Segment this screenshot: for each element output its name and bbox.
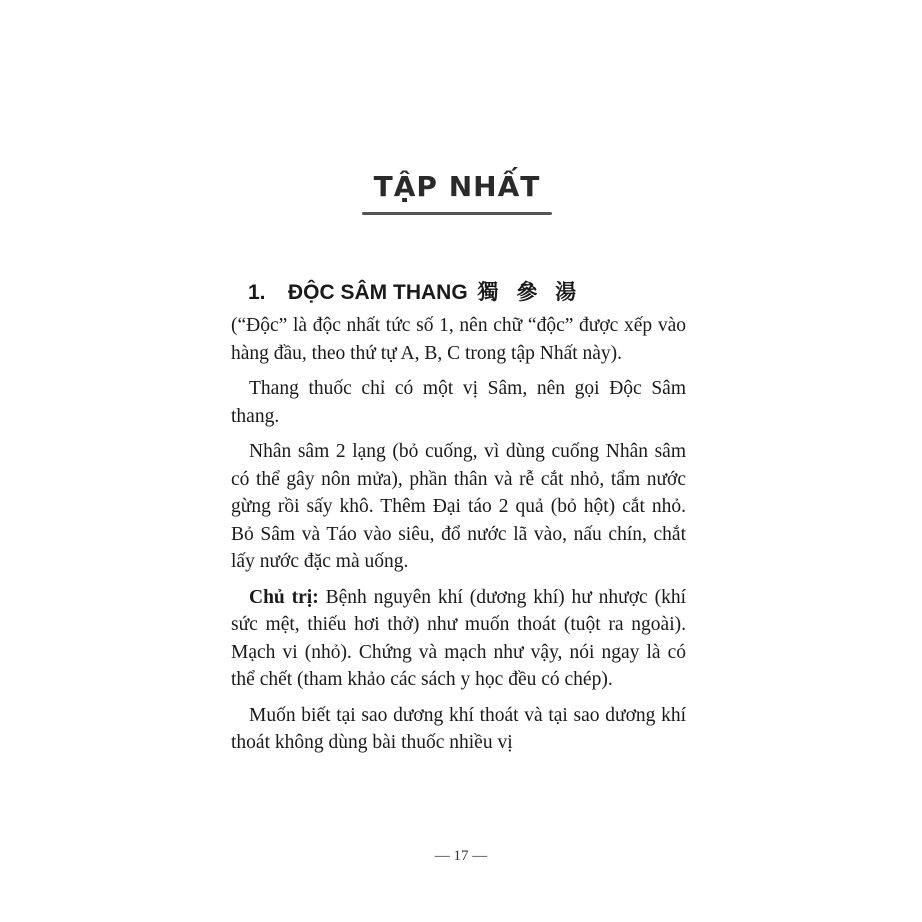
paragraph-indications (231, 584, 686, 694)
indications-label: Chủ trị: (249, 586, 319, 608)
body-text (231, 312, 686, 765)
paragraph-continuation: Muốn biết tại sao dương khí thoát và tại sao dương khí thoát không dùng bài thuốc nhiều vị (231, 704, 686, 753)
paragraph-intro: (“Độc” là độc nhất tức số 1, nên chữ “độc” được xếp vào hàng đầu, theo thứ tự A, B, C trong tập Nhất này). (231, 315, 686, 364)
chapter-title: TẬP NHẤT (373, 170, 541, 203)
section-title: ĐỘC SÂM THANG (288, 281, 468, 304)
indications-text: Bệnh nguyên khí (dương khí) hư nhược (khí sức mệt, thiếu hơi thở) như muốn thoát (tuột ra ngoài). Mạch vi (nhỏ). Chứng và mạch như vậy, nói ngay là có thể chết (tham khảo các sách y học đều có chép). (231, 586, 686, 690)
section-heading (248, 276, 688, 306)
title-underline (362, 212, 552, 215)
paragraph-name-origin: Thang thuốc chỉ có một vị Sâm, nên gọi Độc Sâm thang. (231, 378, 686, 427)
paragraph-preparation: Nhân sâm 2 lạng (bỏ cuống, vì dùng cuống Nhân sâm có thể gây nôn mửa), phần thân và rễ cắt nhỏ, tẩm nước gừng rồi sấy khô. Thêm Đại táo 2 quả (bỏ hột) cắt nhỏ. Bỏ Sâm và Táo vào siêu, đổ nước lã vào, nấu chín, chắt lấy nước đặc mà uống. (231, 441, 686, 572)
section-number: 1. (248, 281, 266, 304)
page-number: — 17 — (434, 848, 488, 864)
section-chinese-title: 獨 參 湯 (477, 281, 583, 304)
